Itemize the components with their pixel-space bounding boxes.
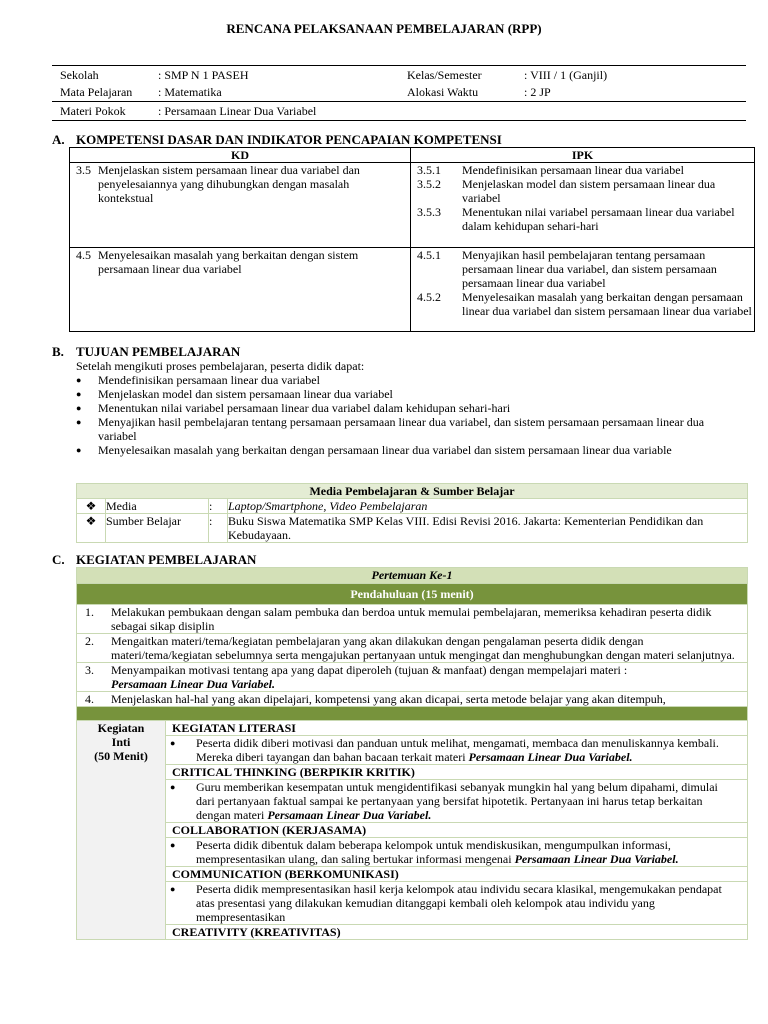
- sekolah-label: Sekolah: [60, 68, 99, 82]
- inti-label: Kegiatan Inti: [97, 721, 145, 749]
- item-emphasis: Persamaan Linear Dua Variabel.: [468, 750, 633, 764]
- item-text: Mengaitkan materi/tema/kegiatan pembelajaran yang akan dilakukan dengan pengalaman peserta didik dengan materi/tema/kegiatan sebelumnya serta mengajukan pertanyaan untuk mengingat dan menghubungkan dengan materi selanjutnya.: [111, 634, 735, 662]
- item-text: Menyampaikan motivasi tentang apa yang dapat diperoleh (tujuan & manfaat) dengan mempelajari materi :: [111, 663, 628, 677]
- kd-column-header: KD: [70, 148, 411, 163]
- kd-item: [70, 163, 410, 205]
- kegiatan-inti-label: [77, 721, 166, 940]
- identity-row-1: [52, 66, 746, 83]
- item-emphasis: Persamaan Linear Dua Variabel.: [267, 808, 432, 822]
- list-item: ● Menentukan nilai variabel persamaan linear dua variabel dalam kehidupan sehari-hari: [75, 401, 745, 415]
- literasi-item: [166, 736, 748, 765]
- ipk-item: [417, 163, 754, 177]
- kelas-label: Kelas/Semester: [407, 68, 482, 82]
- item-number: 1.: [85, 605, 94, 619]
- mapel-label: Mata Pelajaran: [60, 85, 133, 99]
- ipk-column-header: IPK: [411, 148, 755, 163]
- mapel-value: : Matematika: [158, 85, 222, 99]
- sumber-colon: :: [209, 514, 228, 543]
- kd-cell: [70, 163, 411, 248]
- kd-text: Menjelaskan sistem persamaan linear dua variabel dan penyelesaiannya yang dihubungkan dengan masalah kontekstual: [98, 163, 360, 205]
- critical-thinking-item: [166, 780, 748, 823]
- ipk-number: 4.5.2: [417, 290, 441, 304]
- item-number: 3.: [85, 663, 94, 677]
- ipk-number: 3.5.1: [417, 163, 441, 177]
- ipk-number: 3.5.2: [417, 177, 441, 191]
- item-number: 4.: [85, 692, 94, 706]
- bullet-icon: ●: [170, 884, 176, 894]
- item-number: 2.: [85, 634, 94, 648]
- kd-cell: [70, 248, 411, 332]
- list-item: ● Menjelaskan model dan sistem persamaan linear dua variabel: [75, 387, 745, 401]
- ipk-cell: [411, 163, 755, 248]
- kegiatan-table: [76, 567, 748, 940]
- sumber-row: [77, 514, 748, 543]
- communication-item: [166, 882, 748, 925]
- item-text: Peserta didik diberi motivasi dan panduan untuk melihat, mengamati, membaca dan menuliskannya kembali. Mereka diberi tayangan dan bahan bacaan terkait materi: [196, 736, 719, 764]
- materi-label: Materi Pokok: [60, 104, 126, 118]
- bullet-icon: ●: [170, 738, 176, 748]
- list-item: ● Mendefinisikan persamaan linear dua variabel: [75, 373, 745, 387]
- identity-row-2: [52, 83, 746, 100]
- identity-table: [52, 65, 746, 121]
- item-text: Melakukan pembukaan dengan salam pembuka dan berdoa untuk memulai pembelajaran, memeriksa kehadiran peserta didik sebagai sikap disiplin: [111, 605, 712, 633]
- green-divider: [77, 707, 748, 721]
- media-table-header: Media Pembelajaran & Sumber Belajar: [77, 484, 748, 499]
- section-a-number: A.: [52, 132, 65, 147]
- sekolah-value: : SMP N 1 PASEH: [158, 68, 249, 82]
- media-table: [76, 483, 748, 543]
- sumber-label: Sumber Belajar: [106, 514, 209, 543]
- bullet-icon: ●: [170, 782, 176, 792]
- sumber-value: Buku Siswa Matematika SMP Kelas VIII. Edisi Revisi 2016. Jakarta: Kementerian Pendidikan dan Kebudayaan.: [228, 514, 748, 543]
- kd-number: 3.5: [76, 163, 91, 177]
- item-text: Peserta didik dibentuk dalam beberapa kelompok untuk mendiskusikan, mengumpulkan informasi, mempresentasikan ulang, dan saling bertukar informasi mengenai: [196, 838, 671, 866]
- inti-time: (50 Menit): [94, 749, 148, 763]
- media-label: Media: [106, 499, 209, 514]
- kd-ipk-table: [69, 147, 755, 332]
- pendahuluan-item: [77, 605, 748, 634]
- ipk-number: 3.5.3: [417, 205, 441, 219]
- kd-text: Menyelesaikan masalah yang berkaitan dengan sistem persamaan linear dua variabel: [98, 248, 359, 276]
- ipk-item: [417, 205, 754, 233]
- diamond-bullet-icon: ❖: [77, 499, 106, 514]
- pendahuluan-header: Pendahuluan (15 menit): [77, 584, 748, 605]
- communication-heading: COMMUNICATION (BERKOMUNIKASI): [166, 867, 748, 882]
- tujuan-intro: Setelah mengikuti proses pembelajaran, peserta didik dapat:: [76, 359, 365, 373]
- literasi-heading: KEGIATAN LITERASI: [166, 721, 748, 736]
- collaboration-heading: COLLABORATION (KERJASAMA): [166, 823, 748, 838]
- section-b-title: TUJUAN PEMBELAJARAN: [76, 344, 241, 359]
- section-c-number: C.: [52, 552, 65, 567]
- kelas-value: : VIII / 1 (Ganjil): [524, 68, 608, 82]
- kd-ipk-row: [70, 163, 755, 248]
- pertemuan-label: Pertemuan Ke-1: [77, 568, 748, 584]
- ipk-text: Menjelaskan model dan sistem persamaan linear dua variabel: [462, 177, 716, 205]
- ipk-item: [417, 177, 754, 205]
- pendahuluan-item: [77, 634, 748, 663]
- ipk-text: Menentukan nilai variabel persamaan linear dua variabel dalam kehidupan sehari-hari: [462, 205, 735, 233]
- ipk-number: 4.5.1: [417, 248, 441, 262]
- item-text: Menjelaskan hal-hal yang akan dipelajari, kompetensi yang akan dicapai, serta metode belajar yang akan ditempuh,: [111, 692, 666, 706]
- item-text: Guru memberikan kesempatan untuk mengidentifikasi sebanyak mungkin hal yang belum dipahami, dimulai dari pertanyaan faktual sampai ke pertanyaan yang bersifat hipotetik. Pertanyaan ini harus tetap berkaitan dengan materi: [196, 780, 718, 822]
- ipk-text: Menyelesaikan masalah yang berkaitan dengan persamaan linear dua variabel dan sistem persamaan linear dua variabel: [462, 290, 752, 318]
- media-row: [77, 499, 748, 514]
- kd-ipk-header-row: [70, 148, 755, 163]
- document-title: RENCANA PELAKSANAAN PEMBELAJARAN (RPP): [226, 21, 542, 36]
- media-colon: :: [209, 499, 228, 514]
- bullet-icon: ●: [170, 840, 176, 850]
- item-text: Peserta didik mempresentasikan hasil kerja kelompok atau individu secara klasikal, mengemukakan pendapat atas presentasi yang dilakukan kemudian ditanggapi kembali oleh kelompok atau individu yang mempresentasikan: [196, 882, 722, 924]
- ipk-cell: [411, 248, 755, 332]
- tujuan-list: [75, 373, 745, 457]
- section-b-number: B.: [52, 344, 64, 359]
- kd-number: 4.5: [76, 248, 91, 262]
- media-value: Laptop/Smartphone, Video Pembelajaran: [228, 499, 748, 514]
- critical-thinking-heading: CRITICAL THINKING (BERPIKIR KRITIK): [166, 765, 748, 780]
- item-emphasis: Persamaan Linear Dua Variabel.: [111, 677, 276, 691]
- ipk-text: Mendefinisikan persamaan linear dua variabel: [462, 163, 684, 177]
- ipk-item: [417, 290, 754, 318]
- section-a-title: KOMPETENSI DASAR DAN INDIKATOR PENCAPAIAN KOMPETENSI: [76, 132, 502, 147]
- alokasi-label: Alokasi Waktu: [407, 85, 479, 99]
- identity-row-3: [52, 101, 746, 119]
- collaboration-item: [166, 838, 748, 867]
- ipk-text: Menyajikan hasil pembelajaran tentang persamaan persamaan linear dua variabel, dan sistem persamaan persamaan linear dua variabel: [462, 248, 717, 290]
- list-item: ● Menyajikan hasil pembelajaran tentang persamaan persamaan linear dua variabel, dan sistem persamaan persamaan linear dua variabel: [75, 415, 745, 443]
- diamond-bullet-icon: ❖: [77, 514, 106, 543]
- ipk-item: [417, 248, 754, 290]
- pendahuluan-item: [77, 692, 748, 707]
- kd-ipk-row: [70, 248, 755, 332]
- alokasi-value: : 2 JP: [524, 85, 551, 99]
- pendahuluan-item: [77, 663, 748, 692]
- materi-value: : Persamaan Linear Dua Variabel: [158, 104, 317, 118]
- list-item: ● Menyelesaikan masalah yang berkaitan dengan persamaan linear dua variabel dan sistem persamaan linear dua variable: [75, 443, 745, 457]
- creativity-heading: CREATIVITY (KREATIVITAS): [166, 925, 748, 940]
- section-c-title: KEGIATAN PEMBELAJARAN: [76, 552, 257, 567]
- kd-item: [70, 248, 410, 276]
- item-emphasis: Persamaan Linear Dua Variabel.: [514, 852, 679, 866]
